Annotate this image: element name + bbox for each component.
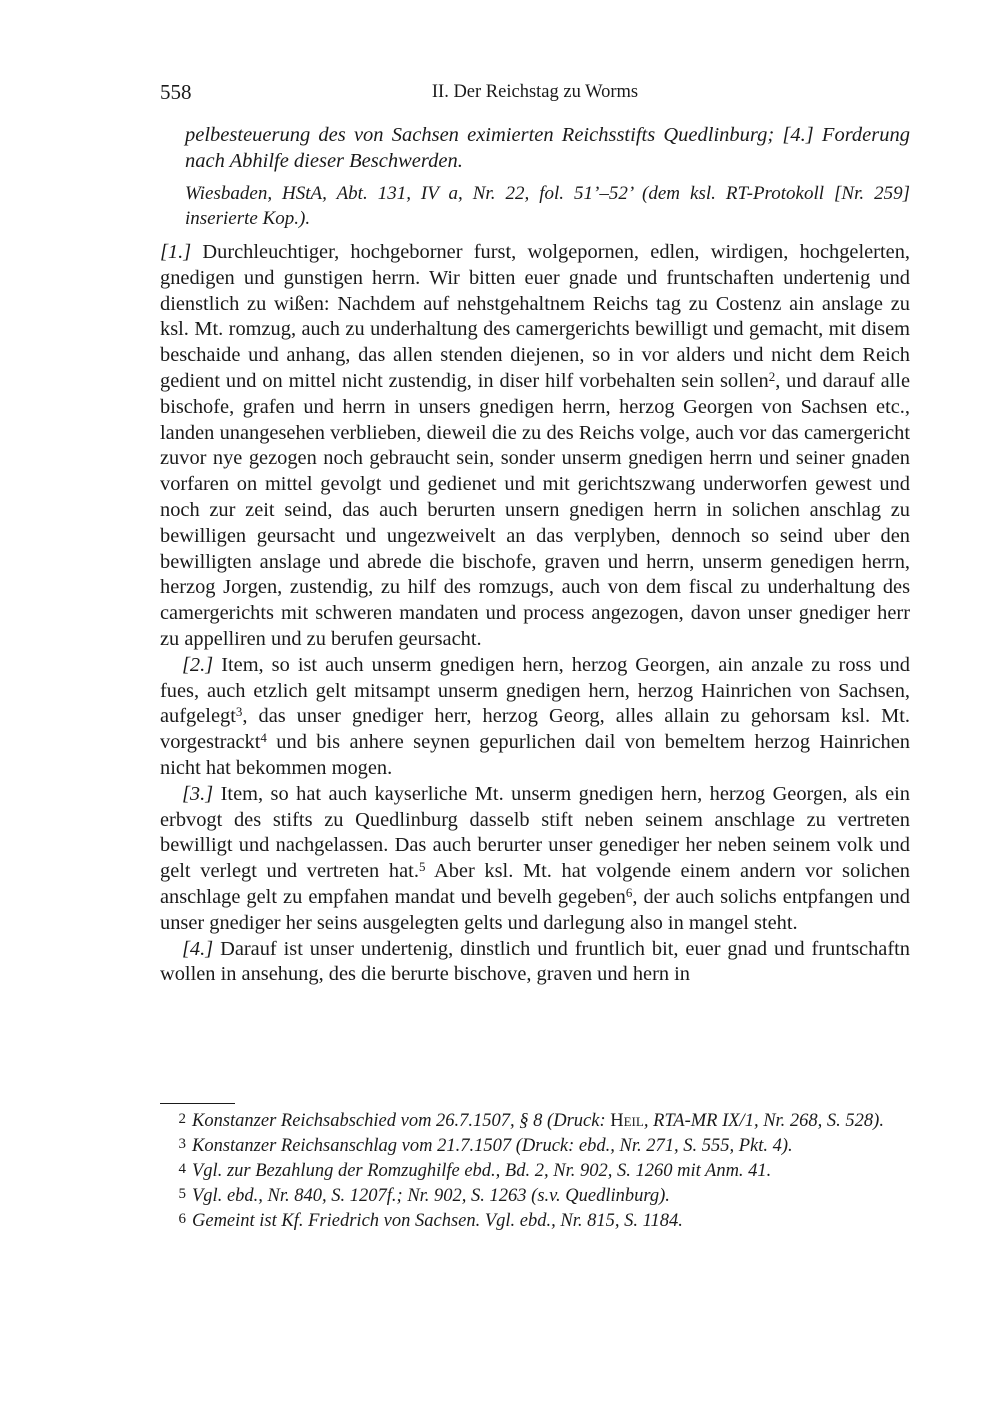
paragraph-text: und bis anhere seynen gepurlichen dail von bemeltem herzog Hainrichen nicht hat bekommen mogen.	[160, 731, 910, 779]
footnote-ref[interactable]: 3	[235, 704, 243, 720]
footnote-ref[interactable]: 4	[260, 730, 267, 746]
paragraph-text: , der auch solichs entpfangen und unser gnediger her seins ausgelegten gelts und darlegung also in mangel steht.	[160, 885, 910, 934]
footnote-2: 2 Konstanzer Reichsabschied vom 26.7.1507, § 8 (Druck: Heil, RTA-MR IX/1, Nr. 268, S. 528).	[178, 1111, 884, 1131]
footnotes	[160, 1110, 910, 1235]
footnote-text-part: Konstanzer Reichsabschied vom 26.7.1507, § 8 (Druck:	[192, 1111, 611, 1131]
footnote-text: Konstanzer Reichsanschlag vom 21.7.1507 (Druck: ebd., Nr. 271, S. 555, Pkt. 4).	[192, 1136, 793, 1156]
source-citation: Wiesbaden, HStA, Abt. 131, IV a, Nr. 22, fol. 51’–52’ (dem ksl. RT-Protokoll [Nr. 259] inserierte Kop.).	[185, 183, 910, 229]
footnote-text	[192, 1111, 884, 1131]
main-text	[160, 240, 910, 988]
paragraph-text: Durchleuchtiger, hochgeborner furst, wolgepornen, edlen, wirdigen, hochgelerten, gnedigen und gunstigen herrn. Wir bitten euer gnade und fruntschaften undertenig und dienstlich zu wißen: Nachdem auf nehstgehaltnem Reichs tag zu Costenz ain anslage zu ksl. Mt. romzug, auch zu underhaltung des camergerichts bewilligt und gemacht, mit disem beschaide und anhang, das allen stenden diejenen, so in vor alders und nicht dem Reich gedient und on mittel nicht zustendig, in diser hilf vorbehalten sein sollen	[160, 241, 910, 392]
paragraph-text: Item, so ist auch unserm gnedigen hern, herzog Georgen, ain anzale zu ross und fues, auch etzlich gelt mitsampt unserm gnedigen hern, herzog Hainrichen von Sachsen, aufgelegt	[160, 653, 910, 728]
footnote-3: 3 Konstanzer Reichsanschlag vom 21.7.1507 (Druck: ebd., Nr. 271, S. 555, Pkt. 4).	[178, 1136, 793, 1156]
footnote-text-part: , RTA-MR IX/1, Nr. 268, S. 528).	[643, 1111, 884, 1131]
footnote-6: 6 Gemeint ist Kf. Friedrich von Sachsen. Vgl. ebd., Nr. 815, S. 1184.	[178, 1211, 683, 1231]
running-head: II. Der Reichstag zu Worms	[431, 82, 639, 102]
paragraph-number: [1.]	[160, 241, 192, 263]
footnote-ref[interactable]: 5	[418, 859, 426, 875]
footnote-text: Vgl. ebd., Nr. 840, S. 1207f.; Nr. 902, S. 1263 (s.v. Quedlinburg).	[192, 1186, 670, 1206]
document-summary: pelbesteuerung des von Sachsen eximierten Reichsstifts Quedlinburg; [4.] Forderung nach Abhilfe dieser Beschwerden.	[185, 124, 910, 172]
paragraph-text: , das unser gnediger herr, herzog Georg, alles allain zu gehorsam ksl. Mt. vorgestrackt	[160, 705, 910, 754]
footnote-ref[interactable]: 2	[768, 368, 776, 384]
page-number: 558	[160, 80, 192, 104]
footnote-5: 5 Vgl. ebd., Nr. 840, S. 1207f.; Nr. 902, S. 1263 (s.v. Quedlinburg).	[178, 1186, 670, 1206]
footnote-text: Vgl. zur Bezahlung der Romzughilfe ebd., Bd. 2, Nr. 902, S. 1260 mit Anm. 41.	[192, 1161, 772, 1181]
footnote-ref[interactable]: 6	[625, 884, 633, 900]
paragraph-number: [2.]	[182, 653, 214, 676]
footnote-text: Gemeint ist Kf. Friedrich von Sachsen. Vgl. ebd., Nr. 815, S. 1184.	[192, 1211, 683, 1231]
paragraph-text: Item, so hat auch kayserliche Mt. unserm gnedigen hern, herzog Georgen, als ein erbvogt des stifts zu Quedlinburg dasselb stift neben seinem anschlage zu vertreten bewilligt und nachgelassen. Das auch berurter unser genediger her neben seinem volk und gelt verlegt und vertreten hat.	[160, 782, 910, 883]
paragraph-2	[160, 653, 910, 782]
paragraph-text: , und darauf alle bischofe, grafen und herrn in unsers gnedigen herrn, herzog Georgen von Sachsen etc., landen unangesehen verblieben, dieweil die zu des Reichs volge, auch vor das camergericht zuvor nye gezogen noch gebraucht sein, sonder unserm gnedigen herrn und seiner gnaden vorfaren on mittel gevolgt und gedienet und mit gerichtszwang underworfen gewest und noch zur zeit seind, das auch berurten unsern gnedigen herrn in solichen anschlag zu bewilligen geursacht und ungezweivelt an das verplyben, dennoch so seind uber den bewilligten anslage und abrede die bischofe, graven und herrn, unserm genedigen herrn, herzog Jorgen, zustendig, zu hilf des romzugs, auch von dem fiscal zu underhaltung des camergerichts mit schweren mandaten und process angezogen, davon unser gnediger herr zu appelliren und zu berufen geursacht.	[160, 369, 910, 650]
page-header	[160, 80, 910, 108]
paragraph-text: Darauf ist unser undertenig, dinstlich und fruntlich bit, euer gnad und fruntschaftn wollen in ansehung, des die berurte bischove, graven und hern in	[160, 937, 910, 986]
paragraph-3	[160, 782, 910, 937]
paragraph-1	[160, 240, 910, 653]
author-name: Heil	[610, 1111, 644, 1131]
footnote-divider	[160, 1103, 235, 1104]
paragraph-text: Aber ksl. Mt. hat volgende einem andern vor solichen anschlage gelt zu empfahen mandat und bevelh gegeben	[160, 860, 910, 908]
footnote-4: 4 Vgl. zur Bezahlung der Romzughilfe ebd., Bd. 2, Nr. 902, S. 1260 mit Anm. 41.	[178, 1161, 772, 1181]
paragraph-number: [4.]	[182, 937, 214, 960]
paragraph-number: [3.]	[182, 782, 214, 805]
paragraph-4	[160, 937, 910, 989]
